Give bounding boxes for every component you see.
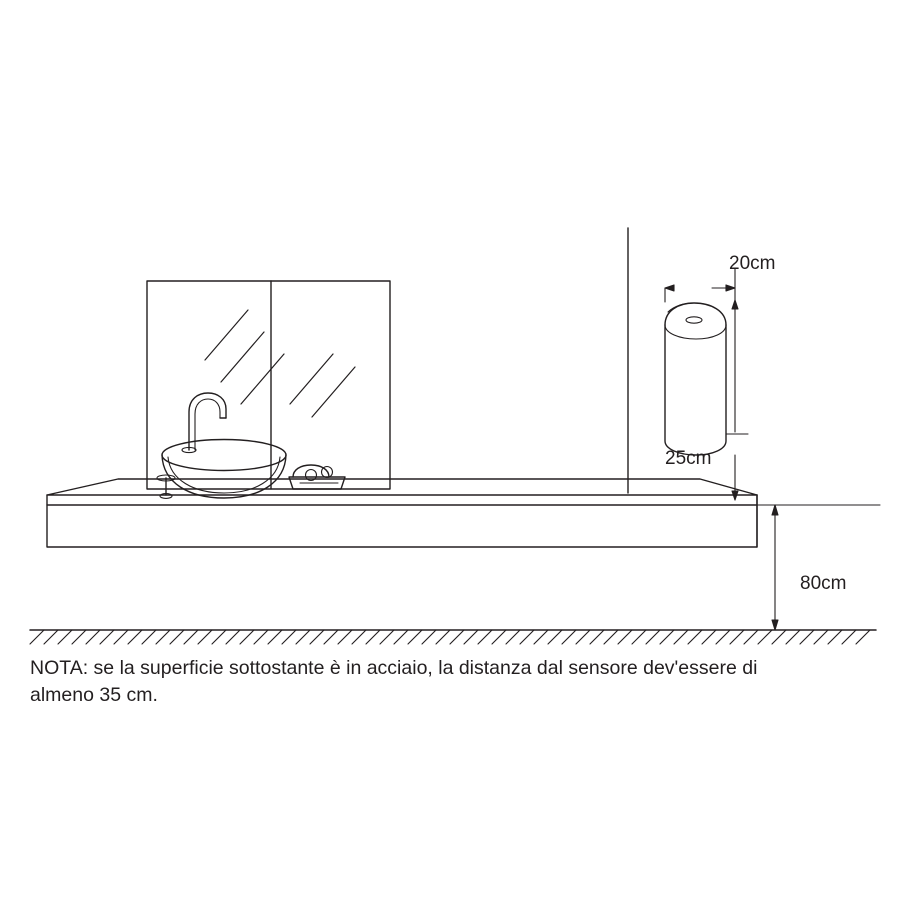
soap-dish [289, 465, 345, 489]
note-text: NOTA: se la superficie sottostante è in acciaio, la distanza dal sensore dev'essere di almeno 35 cm. [30, 657, 758, 706]
dimension-label-80cm: 80cm [800, 573, 847, 594]
mirror-panel [147, 281, 390, 489]
dimension-label-20cm: 20cm [729, 253, 776, 274]
tall-faucet [182, 393, 226, 453]
dimension-20cm [665, 268, 735, 302]
dimension-25cm [726, 300, 748, 500]
dimension-label-25cm: 25cm [665, 448, 712, 469]
wall-mounted-sensor-dispenser [665, 303, 726, 455]
dimension-80cm [757, 505, 880, 630]
hatched-floor-line [30, 630, 876, 644]
